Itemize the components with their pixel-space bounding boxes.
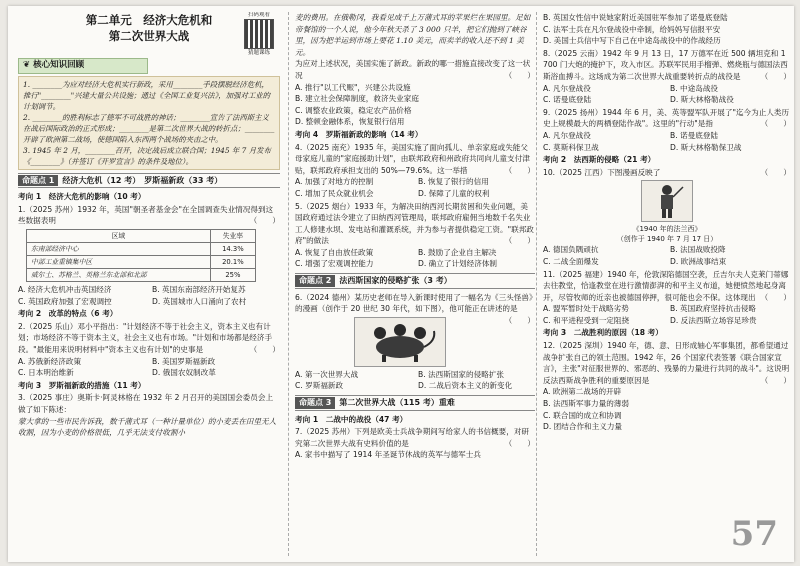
exam-page [8,6,794,562]
option-b[interactable]: B. 恢复了银行的信用 [418,177,489,187]
table-header-cell: 区域 [27,229,211,242]
table-cell: 14.3% [210,242,255,255]
question-4-options [295,176,535,199]
column-left [18,12,280,556]
question-11-options [543,303,791,326]
question-10 [543,167,791,268]
table-cell: 25% [210,268,255,281]
option-b[interactable]: B. 英国东南部经济开始复苏 [152,284,246,294]
option-b[interactable]: B. 建立社会保障制度，救济失业家庭 [295,94,419,104]
question-8 [543,48,791,106]
question-7-options-cont [543,12,791,47]
option-c[interactable]: C. 联合国的成立和协调 [543,410,622,420]
option-a[interactable]: A. 欧洲第二战场的开辟 [543,387,622,397]
option-b[interactable]: B. 鼓励了企业自主解决 [418,247,497,257]
question-3-quote-cont: 麦的费用。在俄勒冈，我看见成千上万蒲式耳的苹果烂在果园里。足如帝餐馆的一个人说，他今年秋天杀了 3 000 只羊，把它们抛到了峡谷里，因为把羊运到市场上要花 1.10 美元，而卖羊的收入还不到 1 美元。 [295,13,531,57]
table-cell: 20.1% [210,255,255,268]
option-c[interactable]: C. 诺曼底登陆 [543,95,592,105]
france-1940-cartoon [641,180,693,222]
answer-bracket-2[interactable]: （ ） [249,344,280,354]
option-a[interactable]: A. 加强了对地方的控制 [295,177,374,187]
topic-header-1 [18,173,280,189]
core-knowledge-header-label: 核心知识回顾 [33,60,85,70]
question-7 [295,426,535,461]
answer-bracket-7[interactable]: （ ） [504,438,535,448]
topic-header-2 [295,273,535,289]
topic-tag-2: 命题点 2 [295,275,335,287]
question-9 [543,107,791,153]
soldier-figure-icon [647,183,687,219]
question-6-stem: 6.（2024 德州）某历史老师在导入新课时使用了一幅名为《三头怪兽》的漫画（创作于 20 世纪 30 年代，如下图），他可能正在讲述的是 [295,292,533,314]
option-a[interactable]: A. 推行"以工代赈"，兴建公共设施 [295,82,411,92]
option-c[interactable]: C. 罗斯福新政 [295,381,344,391]
answer-bracket-5[interactable]: （ ） [504,236,535,246]
topic-tag-1: 命题点 1 [18,175,58,187]
option-b[interactable]: B. 法西斯军事力量的薄弱 [543,399,629,409]
option-d[interactable]: D. 英国城市人口涌向了农村 [152,296,247,306]
question-8-stem: 8.（2025 云南）1942 年 9 月 13 日，17 万德军在近 500 辆坦克和 1 700 门大炮的掩护下，攻入市区。苏联军民用手榴弹、燃烧瓶与德国法西斯浴血搏斗。这场成为第二次世界大战重要转折点的战役是 [543,48,788,81]
question-12-stem: 12.（2025 深圳）1940 年，德、意、日形成轴心军事集团，都希望通过战争扩张自己的领土范围。1942 年，26 个国家代表签署《联合国家宣言》，主张"对征服世界的、邪恶的、残暴的力量进行共同的战斗"。这说明反法西斯战争胜利的重要原因是 [543,341,790,385]
option-a[interactable]: A. 家书中描写了 1914 年圣诞节休战的英军与德军士兵 [295,450,481,460]
qr-code-icon[interactable] [244,19,274,49]
question-3-tail-text: 为应对上述状况，美国实施了新政。新政的哪一措施直接改变了这一状况 [295,59,531,80]
core-item-2: 2. ________的胜利标志了德军不可战胜的神话；________宣告了法西斯主义在战后国际政治的正式形成；________是第二次世界大战的转折点；________开辟了欧洲第二战场，使德国陷入东西两个战场的夹击之中。 [23,112,275,144]
monster-icon [360,321,440,363]
answer-bracket-4[interactable]: （ ） [504,165,535,175]
unemployment-table [26,229,256,282]
option-d[interactable]: D. 俄国农奴制改革 [152,368,216,378]
question-12 [543,340,791,433]
answer-bracket-1[interactable]: （ ） [249,216,280,226]
question-2 [18,321,280,379]
table-header-row [27,229,256,242]
direction-3: 考向 3 罗斯福新政的措施（11 考） [18,380,146,390]
topic-title-1: 经济大危机（12 考） 罗斯福新政（33 考） [62,175,223,185]
question-10-stem: 10.（2025 江西）下图漫画反映了 [543,167,661,177]
question-3 [18,392,280,438]
option-a[interactable]: A. 凡尔登战役 [543,83,591,93]
question-4 [295,142,535,200]
table-row [27,268,256,281]
topic-title-3: 第二次世界大战（115 考）重难 [339,398,455,408]
option-a[interactable]: A. 经济大危机冲击英国经济 [18,284,112,294]
option-c[interactable]: C. 英国政府加强了宏观调控 [18,296,112,306]
table-row [27,255,256,268]
option-c[interactable]: C. 调整农业政策，稳定农产品价格 [295,105,412,115]
answer-bracket-10[interactable]: （ ） [760,167,791,177]
question-11 [543,269,791,327]
option-a[interactable]: A. 盟军暂时处于战略劣势 [543,304,629,314]
core-knowledge-box [18,76,280,170]
core-item-3: 3. 1945 年 2 月，________召开，决定战后成立联合国；1945 年 7 月发布《________》（并签订《开罗宣言》的条件及地位）。 [23,145,271,166]
option-a[interactable]: A. 第一次世界大战 [295,369,359,379]
option-c[interactable]: C. 莫斯科保卫战 [543,142,599,152]
question-1 [18,204,280,307]
topic-title-2: 法西斯国家的侵略扩张（3 考） [339,276,452,286]
question-12-options [543,386,791,432]
direction-1: 考向 1 经济大危机的影响（10 考） [18,192,146,202]
option-d[interactable]: D. 斯大林格勒保卫战 [670,142,742,152]
option-d[interactable]: D. 团结合作和主义力量 [543,422,623,432]
three-headed-monster-cartoon [354,317,446,367]
question-3-stem: 3.（2025 事庄）奥斯卡·阿灵林格在 1932 年 2 月召开的美国国会委员会上做了如下陈述： [18,393,274,414]
question-5-options [295,247,535,270]
option-b[interactable]: B. 英国政府坚持抗击侵略 [670,304,756,314]
question-1-stem: 1.（2025 苏州）1932 年，英国"朝圣者基金会"在全国调查失业情况得到这些数据表明 [18,204,274,226]
option-b[interactable]: B. 诺曼底登陆 [670,130,719,140]
qr-code-block[interactable] [240,12,278,57]
answer-bracket-9[interactable]: （ ） [760,119,791,129]
option-d[interactable]: D. 反法西斯立场容足珍贵 [670,315,757,325]
question-5-stem: 5.（2025 烟台）1933 年，为解决田纳西河长期贫困和失业问题，美国政府通过法令建立了田纳西河管理局，联邦政府雇佣当地数千名失业工人修建水坝、发电站和灌溉系统，并为参与者提供稳定工资。"联邦政府"的做法 [295,201,534,246]
question-1-options [18,284,280,307]
table-cell: 中部工业重镇集中区 [27,255,211,268]
option-a[interactable]: A. 苏俄新经济政策 [18,356,82,366]
table-header-cell: 失业率 [210,229,255,242]
cartoon-caption-title: 《1940 年的法兰西》 [632,225,702,234]
unit-title-block [18,12,280,56]
leaf-icon: ❦ [23,60,31,70]
option-a[interactable]: A. 恢复了自由放任政策 [295,247,374,257]
option-d[interactable]: D. 斯大林格勒战役 [670,95,734,105]
topic-header-3 [295,395,535,411]
cartoon-caption-date: （创作于 1940 年 7 月 17 日） [616,235,718,244]
question-4-stem: 4.（2025 南充）1935 年，美国实施了面向孤儿、单亲家庭或失能父母家庭儿童的"家庭援助计划"，由联邦政府和州政府共同向儿童支付津贴，联邦政府承担支出的 50%—79.6%。这一举措 [295,142,530,175]
option-b[interactable]: B. 法西斯国家的侵略扩张 [418,369,504,379]
question-7-stem: 7.（2025 苏州）下列是欧美士兵战争期间写给家人的书信概要，对研究第二次世界大战有史料价值的是 [295,427,530,448]
question-5 [295,201,535,271]
option-c[interactable]: C. 增加了民众就业机会 [295,188,374,198]
answer-bracket-3[interactable]: （ ） [504,70,535,80]
qr-label-bottom: 猜题课练 [247,50,270,56]
question-9-stem: 9.（2025 扬州）1944 年 6 月，美、英等盟军队开展了"迄今为止人类历史上规模最大的两栖登陆作战"。这里的"行动"是指 [543,107,790,129]
option-d[interactable]: D. 欧洲战事结束 [670,256,727,266]
option-b[interactable]: B. 美国罗斯福新政 [152,356,216,366]
option-c[interactable]: C. 增强了宏观调控能力 [295,259,374,269]
unit-title-line1: 第二单元 经济大危机和 [85,13,213,27]
option-b[interactable]: B. 英国女性信中说她家附近美国驻军参加了诺曼底登陆 [543,13,728,22]
qr-label-top: 扫码观看 [247,12,270,18]
question-3-tail [295,58,535,81]
question-2-stem: 2.（2025 乐山）邓小平指出："计划经济不等于社会主义，资本主义也有计划；市场经济不等于资本主义，社会主义也有市场。"计划和市场都是经济手段。"最能用来说明材料中"资本主义也有计划"的史事是 [18,321,273,354]
answer-bracket-12[interactable]: （ ） [760,375,791,385]
question-11-stem: 11.（2025 福建）1940 年，伦敦深陷德国空袭，丘吉尔夫人克莱门蒂娜去往教堂，恰逢教堂在进行激情澎湃的和平主义布道，她便愤然地起身离开，尽管牧师的近亲也被德国停押，很可能也会不保。这体现出 [543,269,789,302]
option-d[interactable]: D. 整顿金融体系，恢复银行信用 [295,117,405,127]
topic-tag-3: 命题点 3 [295,397,335,409]
table-cell: 威尔士、苏格兰、英格兰东北部和北部 [27,268,211,281]
option-b[interactable]: B. 法国战败投降 [670,245,726,255]
question-9-options [543,130,791,153]
answer-bracket-6[interactable]: （ ） [504,315,535,325]
question-6 [295,292,535,392]
question-3-quote: 蒙大拿的一些市民告诉我，数千蒲式耳（一种计量单位）的小麦丢在田里无人收割，因为小麦的价格很低，几乎无法支付收割小 [18,416,277,438]
option-c[interactable]: C. 法军士兵在凡尔登战役中牵制，给妈妈写信报平安 [543,24,721,34]
option-d[interactable]: D. 二战后资本主义的新变化 [418,381,513,391]
option-c[interactable]: C. 二战全面爆发 [543,256,599,266]
unit-title-line2: 第二次世界大战 [108,29,190,43]
question-6-options [295,369,535,392]
table-cell: 东南部经济中心 [27,242,211,255]
option-d[interactable]: D. 保障了儿童的权利 [418,188,490,198]
option-c[interactable]: C. 和平进程受到一定阻挠 [543,315,630,325]
option-b[interactable]: B. 中途岛战役 [670,83,719,93]
option-a[interactable]: A. 德国负隅顽抗 [543,245,599,255]
direction-2: 考向 2 改革的特点（6 考） [18,309,118,319]
answer-bracket-11[interactable]: （ ） [760,292,791,302]
question-3-options [295,82,535,128]
question-8-options [543,83,791,106]
core-item-1: 1. ________为应对经济大危机实行新政，采用________手段摆脱经济危机，推行"________"兴建大量公共设施；通过《全国工业复兴法》，加强对工业的计划调节。 [23,79,270,111]
table-row [27,242,256,255]
direction-5: 考向 1 二战中的战役（47 考） [295,414,408,424]
option-d[interactable]: D. 确立了计划经济体制 [418,259,498,269]
direction-6: 考向 2 法西斯的侵略（21 考） [543,155,656,165]
option-a[interactable]: A. 凡尔登战役 [543,130,591,140]
question-2-options [18,356,280,379]
option-c[interactable]: C. 日本明治维新 [18,368,74,378]
answer-bracket-8[interactable]: （ ） [760,71,791,81]
direction-4: 考向 4 罗斯福新政的影响（14 考） [295,129,423,139]
question-10-options [543,244,791,267]
page-number: 57 [730,514,778,554]
core-knowledge-header [18,58,148,74]
column-right [536,12,791,556]
option-d[interactable]: D. 美国士兵信中写下自己在中途岛战役中的作战经历 [543,36,721,46]
direction-7: 考向 3 二战胜利的原因（18 考） [543,328,663,338]
column-middle [288,12,535,556]
